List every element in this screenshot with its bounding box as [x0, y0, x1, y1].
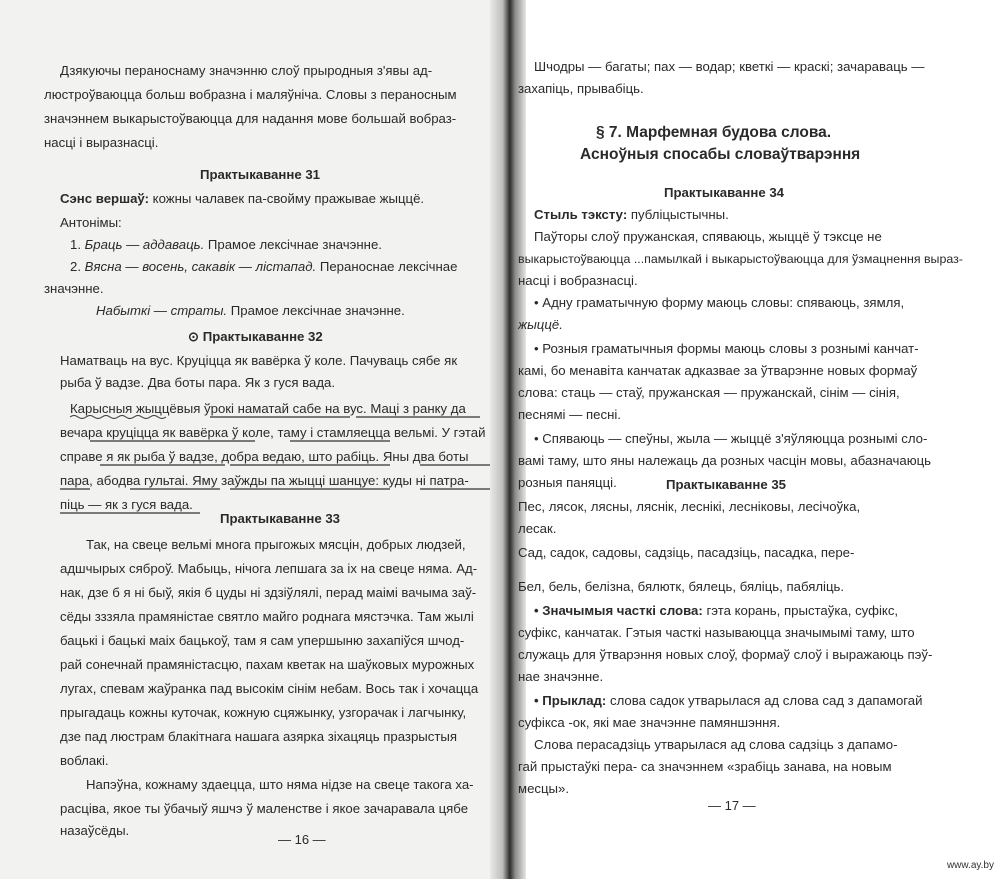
ex33-line-7: лугах, спевам жаўранка пад высокім сінім небам. Вось так і хочацца [60, 681, 479, 696]
ex34-p4-line-3: розныя паняцці. [518, 475, 617, 490]
ex33-line-8: прыгадаць кожны куточак, кожную сцяжынку, узгорачак і лагчынку, [60, 705, 467, 720]
ex33-line-9: дзе пад люстрам блакітнага нашага азярка зіхацяць празрыстыя [60, 729, 458, 744]
ex33-line-4: сёды зззяла прамяністае святло майго роднага мястэчка. Там жылі [60, 609, 474, 624]
ex35-row-1: Пес, лясок, лясны, ляснік, леснікі, лесніковы, лесічоўка, [518, 499, 861, 514]
significant-line-1: гэта корань, прыстаўка, суфікс, [706, 603, 899, 618]
ex34-style [534, 206, 729, 224]
page-number-16: — 16 — [278, 832, 326, 847]
ex34-p2-line-1: • Адну граматычную форму маюць словы: спяваюць, зямля, [534, 295, 905, 310]
ex31-item-3 [96, 302, 405, 320]
ex32-line-6: пара, абодва гультаі. Яму заўжды па жыцці шанцуе: куды ні патра- [60, 473, 469, 488]
significant-line-2: суфікс, канчатак. Гэтыя часткі называюцца значымымі таму, што [518, 625, 915, 640]
example-line-1: слова садок утварылася ад слова сад з дапамогай [609, 693, 923, 708]
item1-text: Прамое лексічнае значэнне. [207, 237, 382, 252]
significant-label: • Значымыя часткі слова: [534, 603, 703, 618]
ex33-line-2: адшчырых сяброў. Мабыць, нічога лепшага за іх на свеце няма. Ад- [60, 561, 478, 576]
ex34-p3-line-4: песнямі — песні. [518, 407, 621, 422]
style-text: публіцыстычны. [630, 207, 729, 222]
sense-text: кожны чалавек па-свойму пражывае жыццё. [152, 191, 425, 206]
ex32-line-7: піць — як з гуся вада. [60, 497, 193, 512]
watermark: www.ay.by [946, 860, 994, 871]
item3-italic: Набыткі — страты. [96, 303, 228, 318]
example-line-5: месцы». [518, 781, 570, 796]
ex32-line-3: Карысныя жыццёвыя ўрокі наматай сабе на вус. Маці з ранку да [70, 401, 466, 416]
significant-line-4: нае значэнне. [518, 669, 604, 684]
ex35-row-2: Сад, садок, садовы, садзіць, пасадзіць, пасадка, пере- [518, 545, 855, 560]
intro-line-4: насці і выразнасці. [44, 135, 159, 150]
ex32-line-2: рыба ў вадзе. Два боты пара. Як з гуся вада. [60, 375, 336, 390]
ex34-p1-line-3: насці і вобразнасці. [518, 273, 638, 288]
disc-icon: ⊙ [188, 329, 200, 344]
significant-line-3: служаць для ўтварэння новых слоў, формаў слоў і выражаюць пэў- [518, 647, 933, 662]
example-line-2: суфікса -ок, які мае значэнне памяншэння. [518, 715, 781, 730]
exercise-34-title: Практыкаванне 34 [664, 185, 784, 200]
ex33-line-13: назаўсёды. [60, 823, 130, 838]
example-line-4: гай прыстаўкі пера- са значэннем «зрабіць занава, на новым [518, 759, 892, 774]
ex33-line-3: нак, дзе б я ні быў, якія б цуды ні здзіўлялі, перад маімі вачыма заў- [60, 585, 477, 600]
ex34-p3-line-1: • Розныя граматычныя формы маюць словы з рознымі канчат- [534, 341, 919, 356]
ex32-line-1: Наматваць на вус. Круціцца як вавёрка ў коле. Пачуваць сябе як [60, 353, 458, 368]
item2-num: 2. [70, 259, 81, 274]
example-label: • Прыклад: [534, 693, 607, 708]
exercise-31-title: Практыкаванне 31 [200, 167, 320, 182]
ex34-p4-line-1: • Спяваюць — спеўны, жыла — жыццё з'яўляюцца рознымі сло- [534, 431, 928, 446]
right-intro-line-2: захапіць, прывабіць. [518, 81, 644, 96]
style-label: Стыль тэксту: [534, 207, 628, 222]
ex33-line-6: рай сонечнай прамяністасцю, пахам кветак на шаўковых мурожных [60, 657, 475, 672]
ex32-line-5: справе я як рыба ў вадзе, добра ведаю, што рабіць. Яны два боты [60, 449, 469, 464]
ex33-line-10: воблакі. [60, 753, 109, 768]
section-title-1: § 7. Марфемная будова слова. [596, 124, 832, 141]
ex31-sense [60, 190, 424, 208]
intro-line-1: Дзякуючы пераноснаму значэнню слоў прыродныя з'явы ад- [60, 63, 433, 78]
right-page [510, 0, 1000, 879]
sense-label: Сэнс вершаў: [60, 191, 149, 206]
ex34-p2-line-2: жыццё. [518, 317, 563, 332]
ex31-item-1 [70, 236, 382, 254]
ex34-p1-line-2: выкарыстоўваюцца ...памылкай і выкарыстоўваюцца для ўзмацнення выраз- [518, 252, 963, 266]
page-number-17: — 17 — [708, 798, 756, 813]
ex31-item-2-cont: значэнне. [44, 281, 104, 296]
ex33-line-12: расціва, якое ты ўбачыў яшчэ ў маленстве і якое зачаравала цябе [60, 801, 469, 816]
antonyms-label: Антонімы: [60, 215, 122, 230]
ex34-p3-line-2: камі, бо менавіта канчатак адказвае за ўтварэнне новых формаў [518, 363, 918, 378]
ex31-item-2 [70, 258, 457, 276]
item1-num: 1. [70, 237, 81, 252]
ex33-line-1: Так, на свеце вельмі многа прыгожых мясцін, добрых людзей, [86, 537, 466, 552]
item2-text: Пераноснае лексічнае [319, 259, 458, 274]
ex35-example [534, 692, 923, 710]
intro-line-2: люстроўваюцца больш вобразна і маляўніча. Словы з пераносным [44, 87, 457, 102]
ex33-line-5: бацькі і бацькі маіх бацькоў, там я сам упершыню захапіўся шчод- [60, 633, 465, 648]
ex35-row-1b: лесак. [518, 521, 557, 536]
item3-text: Прамое лексічнае значэнне. [230, 303, 405, 318]
ex34-p4-line-2: вамі таму, што яны належаць да розных часцін мовы, абазначаюць [518, 453, 932, 468]
ex32-underlines [60, 398, 490, 518]
exercise-35-title: Практыкаванне 35 [666, 477, 786, 492]
item1-italic: Браць — аддаваць. [84, 237, 205, 252]
ex33-line-11: Напэўна, кожнаму здаецца, што няма нідзе на свеце такога ха- [86, 777, 474, 792]
ex34-p3-line-3: слова: стаць — стаў, пружанская — пружанскай, сінім — сінія, [518, 385, 900, 400]
exercise-32-title: ⊙ Практыкаванне 32 [188, 329, 323, 344]
intro-line-3: значэннем выкарыстоўваюцца для надання мове большай вобраз- [44, 111, 457, 126]
exercise-33-title: Практыкаванне 33 [220, 511, 340, 526]
ex35-row-3: Бел, бель, белізна, бялютк, бялець, бяліць, пабяліць. [518, 579, 845, 594]
example-line-3: Слова перасадзіць утварылася ад слова садзіць з дапамо- [534, 737, 898, 752]
ex35-significant [534, 602, 898, 620]
ex32-line-4: вечара круціцца як вавёрка ў коле, таму і стамляецца вельмі. У гэтай [60, 425, 486, 440]
ex34-p1-line-1: Паўторы слоў пружанская, спяваюць, жыццё ў тэксце не [534, 229, 882, 244]
item2-italic: Вясна — восень, сакавік — лістапад. [84, 259, 317, 274]
section-title-2: Асноўныя спосабы словаўтварэння [580, 146, 861, 163]
right-intro-line-1: Шчодры — багаты; пах — водар; кветкі — краскі; зачараваць — [534, 59, 925, 74]
